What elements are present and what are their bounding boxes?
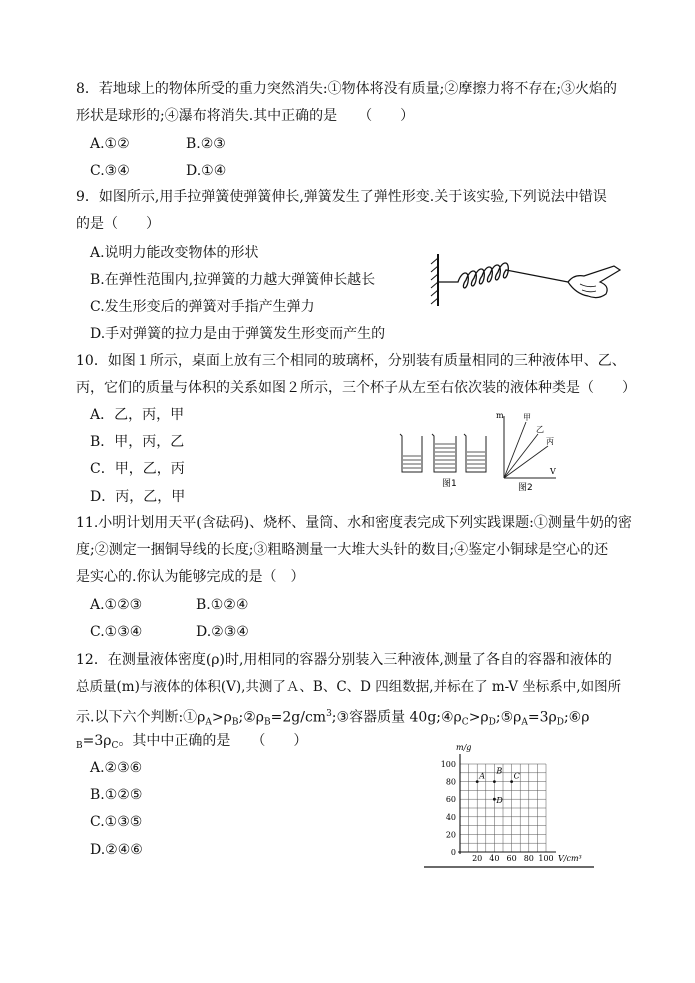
q12-option-c: C.①③⑤ [90,814,143,830]
q11-option-b: B.①②④ [196,597,249,613]
q10-option-c: C．甲，乙，丙 [90,461,185,477]
point-label-D: D [496,796,503,806]
y-tick-label: 60 [445,795,456,805]
q8-option-b: B.②③ [186,136,226,152]
q12-stem-line1: 12．在测量液体密度(ρ)时,用相同的容器分别装入三种液体,测量了各自的容器和液体的 [76,652,612,668]
point-C [510,780,513,783]
point-label-B: B [496,766,503,776]
mv-scatter-chart [424,740,594,872]
y-tick-label: 40 [445,812,456,822]
x-tick-label: 40 [489,854,500,863]
graph-yi-label: 乙 [536,425,544,434]
figure2-mv-graph [494,408,564,492]
beaker-left [400,434,422,472]
q11-stem-line3: 是实心的.你认为能够完成的是（ ） [76,569,305,585]
graph-jia-label: 甲 [523,413,531,422]
q12-option-d: D.②④⑥ [90,842,143,858]
q11-option-c: C.①③④ [90,624,143,640]
point-B [493,780,496,783]
chart-ylabel: m/g [456,743,472,752]
q11-stem-line2: 度;②测定一捆铜导线的长度;③粗略测量一大堆大头针的数目;④鉴定小铜球是空心的还 [76,542,609,558]
q10-option-d: D．丙，乙，甲 [90,489,186,505]
q8-option-c: C.③④ [90,163,130,179]
x-tick-label: 80 [523,854,534,863]
q12-stem-line4: $_B=3\rho_C$。其中中正确的是 （ ） [76,733,308,751]
chart-grid [460,764,546,852]
q11-stem-line1: 11.小明计划用天平(含砝码)、烧杯、量筒、水和密度表完成下列实践课题:①测量牛奶的密 [76,515,632,531]
q8-stem-line2: 形状是球形的;④瀑布将消失.其中正确的是 （ ） [76,108,415,124]
q9-option-d: D.手对弹簧的拉力是由于弹簧发生形变而产生的 [90,326,386,342]
x-tick-label: 20 [472,854,483,863]
q11-option-d: D.②③④ [196,624,249,640]
x-tick-label: 100 [538,854,554,863]
figure1-beakers [396,426,496,490]
y-tick-label: 20 [445,830,456,840]
line-yi [504,434,538,478]
beaker-right [464,434,486,472]
q9-stem-line1: 9．如图所示,用手拉弹簧使弹簧伸长,弹簧发生了弹性形变.关于该实验,下列说法中错误 [76,189,607,205]
graph-v-label: V [550,467,556,476]
point-D [493,798,496,801]
q12-stem-line2: 总质量(m)与液体的体积(V),共测了Ａ、B、C、D 四组数据,并标在了 m-V 坐标系中,如图所 [76,679,622,695]
point-A [476,780,479,783]
q12-stem-line3: 示.以下六个判断$:①\rho_A>\rho_B;②\rho_B=2g/cm^3;③$容器质量 $40g;④\rho_C>\rho_D;⑤\rho_A=3\rho_D;⑥\rho$ [76,709,590,728]
spring-coil [438,263,568,288]
point-label-C: C [513,771,520,781]
x-tick-label: 60 [506,854,517,863]
q9-option-c: C.发生形变后的弹簧对手指产生弹力 [90,299,315,315]
hand [568,266,620,298]
q10-option-a: A．乙，丙，甲 [90,407,185,423]
q11-option-a: A.①②③ [90,597,143,613]
spring-figure [428,250,628,310]
fig2-caption: 图2 [518,483,533,492]
point-label-A: A [479,771,485,781]
y-tick-label: 80 [445,777,456,787]
q12-option-b: B.①②⑤ [90,787,143,803]
q8-option-a: A.①② [90,136,130,152]
q10-option-b: B．甲，丙，乙 [90,434,185,450]
chart-xlabel: V/cm³ [558,854,582,863]
beaker-middle [432,434,456,472]
q8-stem-line1: 8．若地球上的物体所受的重力突然消失:①物体将没有质量;②摩擦力将不存在;③火焰的 [76,81,618,97]
wall [431,254,438,306]
fig1-caption: 图1 [442,479,457,489]
q9-option-b: B.在弹性范围内,拉弹簧的力越大弹簧伸长越长 [90,272,376,288]
y-tick-label: 100 [440,760,456,769]
y-tick-label: 0 [450,848,456,857]
graph-bing-label: 丙 [546,437,554,446]
q9-option-a: A.说明力能改变物体的形状 [90,245,259,261]
q10-stem-line2: 丙，它们的质量与体积的关系如图２所示，三个杯子从左至右依次装的液体种类是（ ） [76,380,636,396]
q9-stem-line2: 的是（ ） [76,216,160,232]
q12-option-a: A.②③⑥ [90,760,143,776]
graph-m-label: m [496,411,504,420]
chart-axes [458,754,556,854]
q10-stem-line1: 10．如图１所示，桌面上放有三个相同的玻璃杯，分别装有质量相同的三种液体甲、乙、 [76,353,626,369]
q8-option-d: D.①④ [186,163,227,179]
